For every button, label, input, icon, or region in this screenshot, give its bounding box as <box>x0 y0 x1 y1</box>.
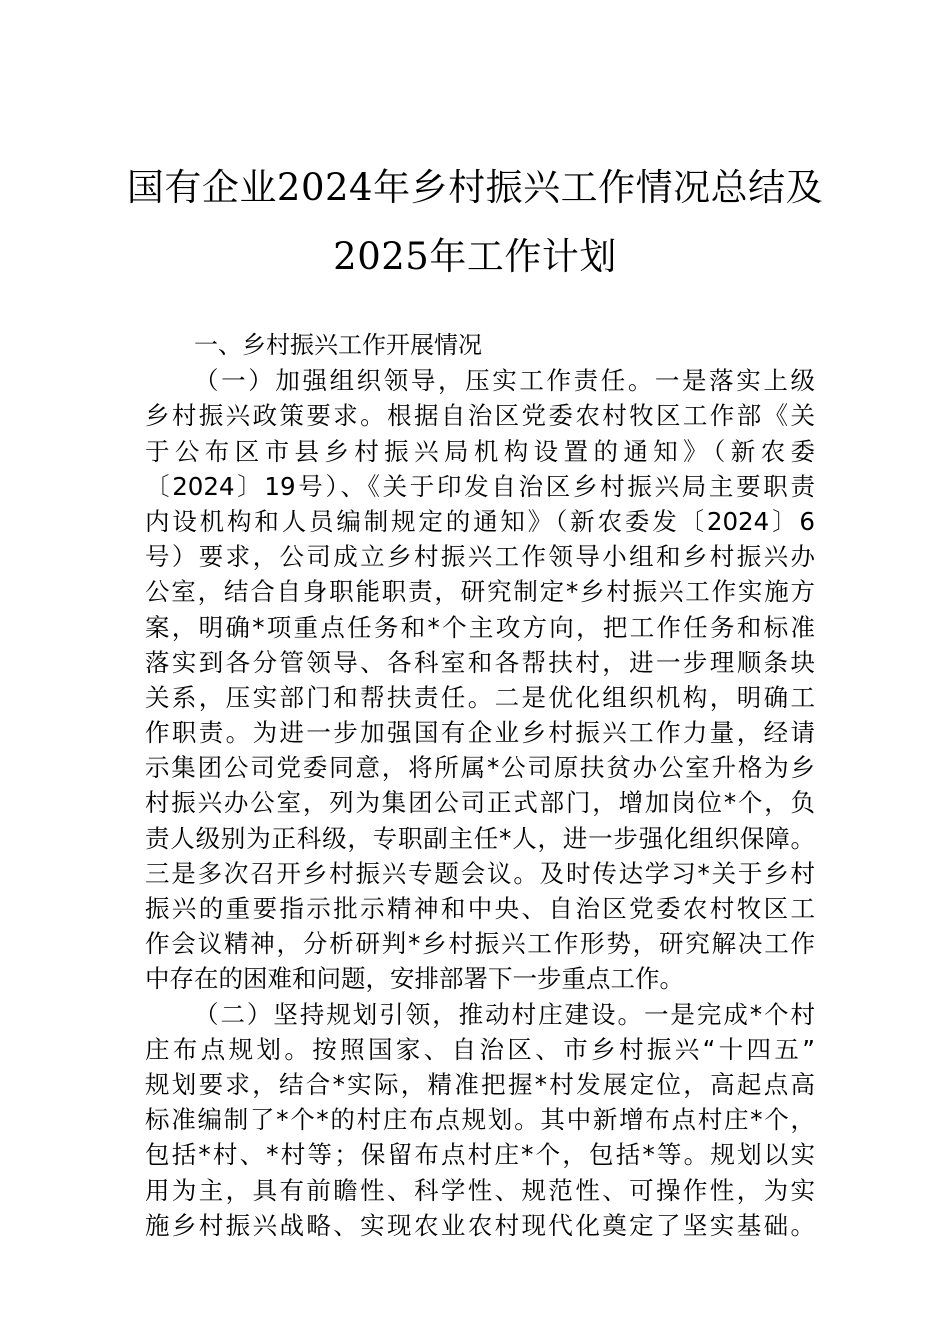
paragraph-line: 作职责。为进一步加强国有企业乡村振兴工作力量，经请 <box>145 718 815 748</box>
paragraph-line: 用为主，具有前瞻性、科学性、规范性、可操作性，为实 <box>145 1175 815 1205</box>
paragraph-line: 关系，压实部门和帮扶责任。二是优化组织机构，明确工 <box>145 682 815 712</box>
document-title-line-1: 国有企业2024年乡村振兴工作情况总结及 <box>126 166 824 209</box>
paragraph-line: 案，明确*项重点任务和*个主攻方向，把工作任务和标准 <box>145 612 815 642</box>
paragraph-line: 包括*村、*村等；保留布点村庄*个，包括*等。规划以实 <box>145 1140 815 1170</box>
paragraph-line: （一）加强组织领导，压实工作责任。一是落实上级 <box>194 366 815 396</box>
paragraph-line: 标准编制了*个*的村庄布点规划。其中新增布点村庄*个， <box>145 1105 815 1135</box>
paragraph-line: 庄布点规划。按照国家、自治区、市乡村振兴“十四五” <box>145 1034 815 1064</box>
paragraph-line: 号）要求，公司成立乡村振兴工作领导小组和乡村振兴办 <box>145 542 815 572</box>
paragraph-line: 责人级别为正科级，专职副主任*人，进一步强化组织保障。 <box>145 823 815 853</box>
paragraph-line: 规划要求，结合*实际，精准把握*村发展定位，高起点高 <box>145 1069 815 1099</box>
document-body <box>145 328 815 1243</box>
document-title-line-2: 2025年工作计划 <box>333 235 617 278</box>
paragraph-line: 〔2024〕19号）、《关于印发自治区乡村振兴局主要职责 <box>145 471 815 501</box>
paragraph-line: 作会议精神，分析研判*乡村振兴工作形势，研究解决工作 <box>145 929 815 959</box>
paragraph-line: 施乡村振兴战略、实现农业农村现代化奠定了坚实基础。 <box>145 1210 815 1240</box>
paragraph-line: 村振兴办公室，列为集团公司正式部门，增加岗位*个，负 <box>145 788 815 818</box>
paragraph-line: 三是多次召开乡村振兴专题会议。及时传达学习*关于乡村 <box>145 858 815 888</box>
paragraph-line: 振兴的重要指示批示精神和中央、自治区党委农村牧区工 <box>145 894 815 923</box>
paragraph-line: 乡村振兴政策要求。根据自治区党委农村牧区工作部《关 <box>145 401 815 431</box>
paragraph-line: 示集团公司党委同意，将所属*公司原扶贫办公室升格为乡 <box>145 753 815 783</box>
paragraph-line: 内设机构和人员编制规定的通知》（新农委发〔2024〕6 <box>145 506 815 536</box>
section-heading: 一、乡村振兴工作开展情况 <box>194 331 482 359</box>
paragraph-line: （二）坚持规划引领，推动村庄建设。一是完成*个村 <box>194 999 815 1029</box>
paragraph-line: 落实到各分管领导、各科室和各帮扶村，进一步理顺条块 <box>145 647 815 677</box>
paragraph-line: 于公布区市县乡村振兴局机构设置的通知》（新农委 <box>145 436 815 466</box>
paragraph-line: 中存在的困难和问题，安排部署下一步重点工作。 <box>145 964 684 994</box>
paragraph-line: 公室，结合自身职能职责，研究制定*乡村振兴工作实施方 <box>145 577 815 607</box>
